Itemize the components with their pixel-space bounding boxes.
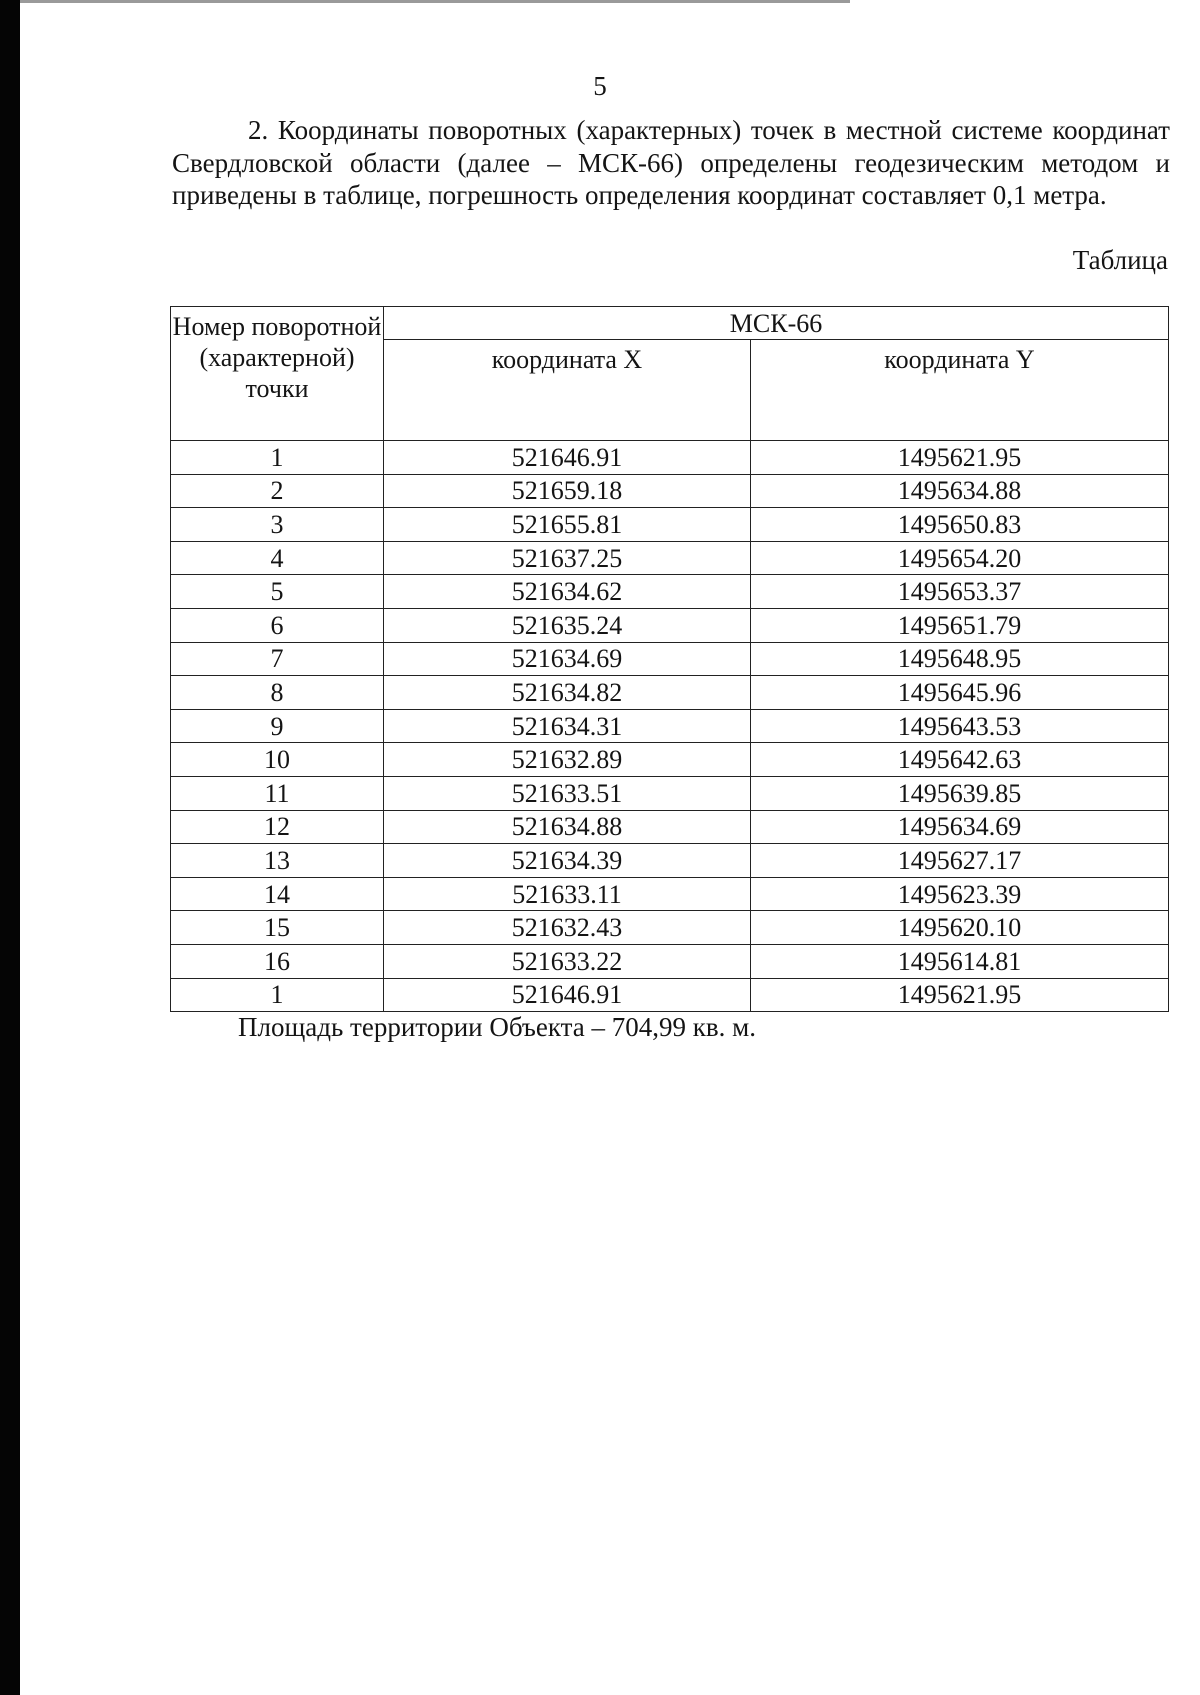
coordinate-x-cell: 521659.18 <box>384 474 751 508</box>
coordinate-x-cell: 521634.88 <box>384 810 751 844</box>
coordinate-y-cell: 1495623.39 <box>751 877 1169 911</box>
table-row <box>171 911 1169 945</box>
table-row <box>171 844 1169 878</box>
coordinate-y-cell: 1495648.95 <box>751 642 1169 676</box>
table-row <box>171 944 1169 978</box>
point-number-cell: 1 <box>171 441 384 475</box>
header-point-number: Номер поворотной (характерной) точки <box>171 307 384 441</box>
point-number-cell: 12 <box>171 810 384 844</box>
point-number-cell: 13 <box>171 844 384 878</box>
table-row <box>171 642 1169 676</box>
scan-top-edge <box>20 0 850 3</box>
coordinates-table <box>170 306 1169 1012</box>
coordinate-x-cell: 521637.25 <box>384 541 751 575</box>
coordinate-y-cell: 1495639.85 <box>751 776 1169 810</box>
point-number-cell: 15 <box>171 911 384 945</box>
coordinate-y-cell: 1495620.10 <box>751 911 1169 945</box>
scan-left-edge <box>0 0 20 1695</box>
coordinate-x-cell: 521633.51 <box>384 776 751 810</box>
point-number-cell: 5 <box>171 575 384 609</box>
area-text: Площадь территории Объекта – 704,99 кв. м. <box>238 1012 756 1042</box>
header-coordinate-y: координата Y <box>751 340 1169 441</box>
coordinate-y-cell: 1495653.37 <box>751 575 1169 609</box>
point-number-cell: 6 <box>171 608 384 642</box>
table-row <box>171 776 1169 810</box>
point-number-cell: 3 <box>171 508 384 542</box>
point-number-cell: 8 <box>171 676 384 710</box>
coordinate-x-cell: 521633.11 <box>384 877 751 911</box>
table-row <box>171 743 1169 777</box>
table-row <box>171 441 1169 475</box>
coordinate-y-cell: 1495643.53 <box>751 709 1169 743</box>
table-row <box>171 608 1169 642</box>
coordinate-x-cell: 521632.89 <box>384 743 751 777</box>
point-number-cell: 10 <box>171 743 384 777</box>
coordinate-x-cell: 521633.22 <box>384 944 751 978</box>
coordinate-y-cell: 1495621.95 <box>751 441 1169 475</box>
coordinate-x-cell: 521634.31 <box>384 709 751 743</box>
coordinates-paragraph: 2. Координаты поворотных (характерных) точек в местной системе координат Свердловской области (далее – МСК-66) определены геодезическим методом и приведены в таблице, погрешность определения координат составляет 0,1 метра. <box>172 115 1170 210</box>
point-number-cell: 1 <box>171 978 384 1012</box>
coordinate-x-cell: 521634.39 <box>384 844 751 878</box>
header-coordinate-x: координата X <box>384 340 751 441</box>
table-row <box>171 709 1169 743</box>
table-row <box>171 676 1169 710</box>
point-number-cell: 4 <box>171 541 384 575</box>
coordinate-y-cell: 1495651.79 <box>751 608 1169 642</box>
table-row <box>171 508 1169 542</box>
point-number-cell: 16 <box>171 944 384 978</box>
table-body <box>171 441 1169 1012</box>
coordinate-x-cell: 521634.62 <box>384 575 751 609</box>
page-number: 5 <box>593 71 607 101</box>
table-caption: Таблица <box>1072 245 1168 275</box>
coordinate-y-cell: 1495634.88 <box>751 474 1169 508</box>
coordinate-x-cell: 521632.43 <box>384 911 751 945</box>
header-coordinate-system: МСК-66 <box>384 307 1169 340</box>
coordinate-y-cell: 1495650.83 <box>751 508 1169 542</box>
table-row <box>171 978 1169 1012</box>
coordinate-x-cell: 521634.82 <box>384 676 751 710</box>
coordinate-y-cell: 1495642.63 <box>751 743 1169 777</box>
point-number-cell: 2 <box>171 474 384 508</box>
table-row <box>171 877 1169 911</box>
point-number-cell: 14 <box>171 877 384 911</box>
coordinate-x-cell: 521635.24 <box>384 608 751 642</box>
coordinate-y-cell: 1495614.81 <box>751 944 1169 978</box>
table-row <box>171 575 1169 609</box>
table-row <box>171 541 1169 575</box>
table-row <box>171 474 1169 508</box>
coordinate-y-cell: 1495634.69 <box>751 810 1169 844</box>
coordinate-x-cell: 521634.69 <box>384 642 751 676</box>
coordinate-y-cell: 1495621.95 <box>751 978 1169 1012</box>
coordinate-y-cell: 1495654.20 <box>751 541 1169 575</box>
table-row <box>171 810 1169 844</box>
coordinate-y-cell: 1495645.96 <box>751 676 1169 710</box>
point-number-cell: 11 <box>171 776 384 810</box>
coordinate-y-cell: 1495627.17 <box>751 844 1169 878</box>
point-number-cell: 9 <box>171 709 384 743</box>
coordinate-x-cell: 521655.81 <box>384 508 751 542</box>
point-number-cell: 7 <box>171 642 384 676</box>
coordinate-x-cell: 521646.91 <box>384 441 751 475</box>
coordinate-x-cell: 521646.91 <box>384 978 751 1012</box>
